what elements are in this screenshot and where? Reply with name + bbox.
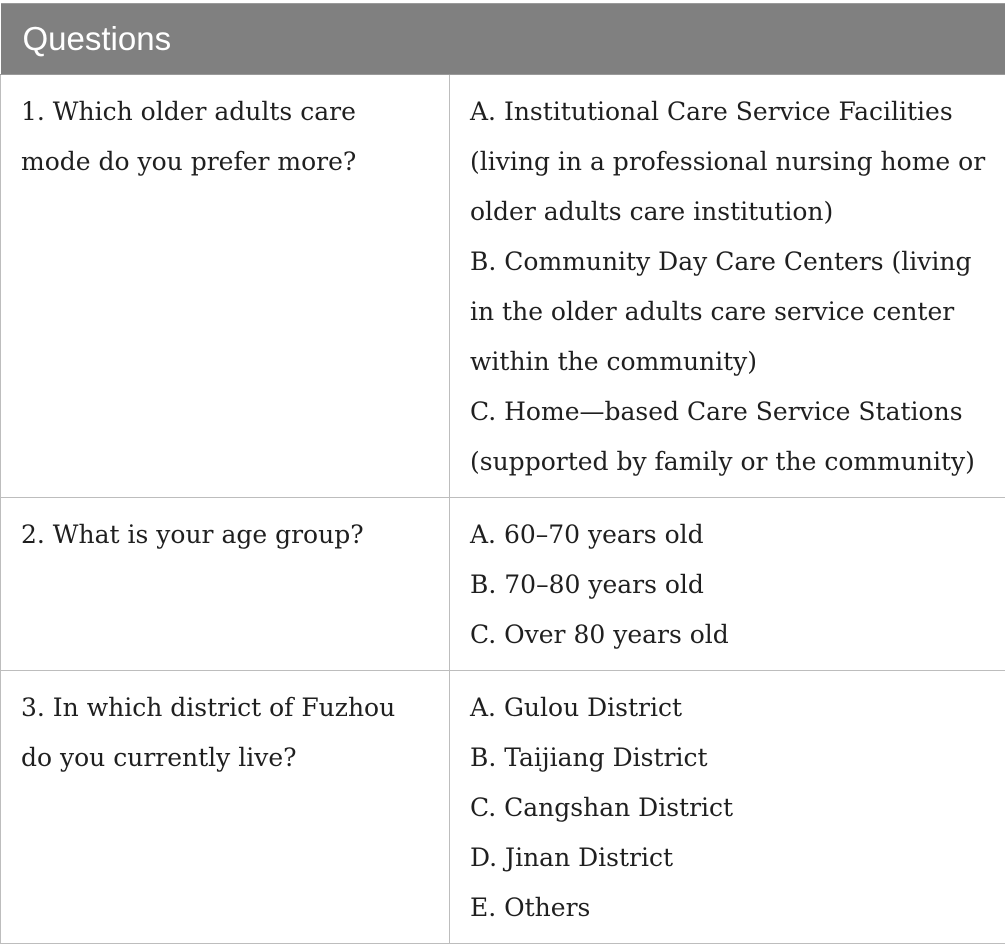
option-item: A. Gulou District <box>470 683 995 733</box>
table-header-row <box>1 4 1005 75</box>
option-item: C. Over 80 years old <box>470 610 995 660</box>
question-cell <box>1 75 450 498</box>
options-cell <box>450 498 1005 671</box>
option-item: E. Others <box>470 883 995 933</box>
questionnaire-table <box>0 3 1005 944</box>
question-cell <box>1 671 450 944</box>
option-item: A. 60–70 years old <box>470 510 995 560</box>
question-text: 3. In which district of Fuzhou do you currently live? <box>21 683 439 783</box>
question-cell <box>1 498 450 671</box>
table-header-title: Questions <box>1 4 1005 75</box>
questionnaire-table-container <box>0 3 1005 944</box>
options-cell <box>450 671 1005 944</box>
question-text: 1. Which older adults care mode do you prefer more? <box>21 87 439 187</box>
option-item: C. Home—based Care Service Stations (supported by family or the community) <box>470 387 995 487</box>
option-item: B. Community Day Care Centers (living in the older adults care service center within the community) <box>470 237 995 387</box>
option-item: D. Jinan District <box>470 833 995 883</box>
option-item: C. Cangshan District <box>470 783 995 833</box>
option-item: B. 70–80 years old <box>470 560 995 610</box>
table-row <box>1 671 1005 944</box>
question-text: 2. What is your age group? <box>21 510 439 560</box>
option-item: A. Institutional Care Service Facilities (living in a professional nursing home or older adults care institution) <box>470 87 995 237</box>
options-cell <box>450 75 1005 498</box>
table-row <box>1 75 1005 498</box>
option-item: B. Taijiang District <box>470 733 995 783</box>
table-row <box>1 498 1005 671</box>
